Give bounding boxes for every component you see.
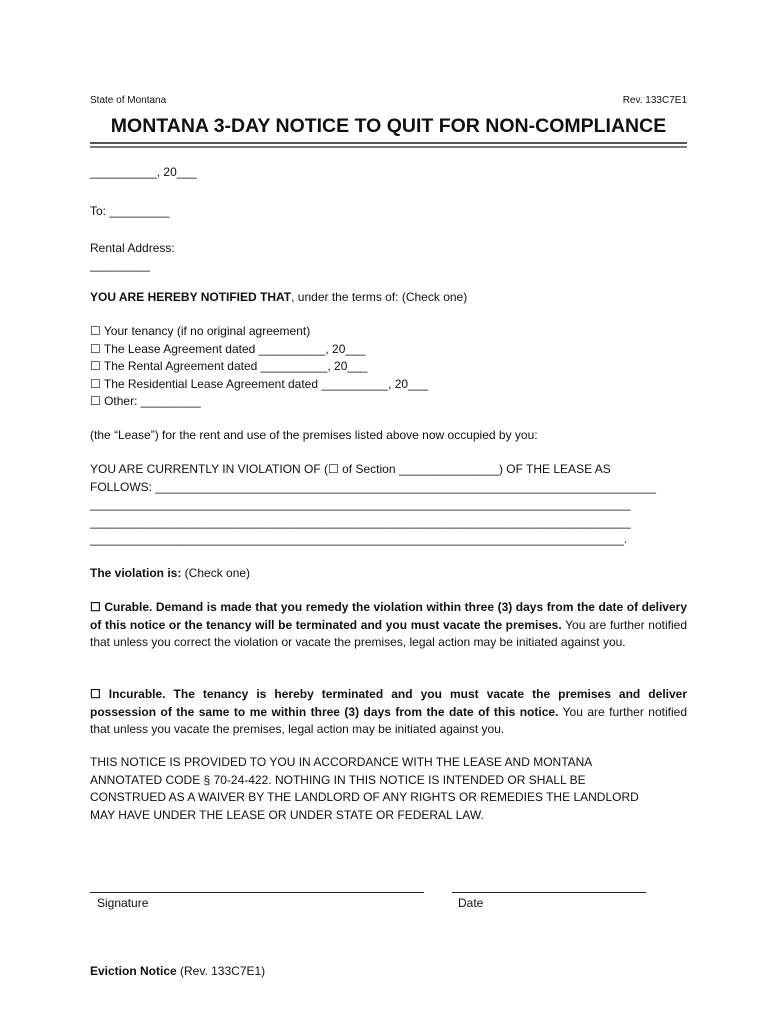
option-lease-agreement[interactable]: ☐ The Lease Agreement dated __________, 20___ xyxy=(90,342,366,356)
document-page xyxy=(90,0,687,1024)
footer-rest: (Rev. 133C7E1) xyxy=(176,964,266,978)
title-rule-top xyxy=(90,142,687,144)
option-rental-agreement[interactable]: ☐ The Rental Agreement dated __________, 20___ xyxy=(90,359,368,373)
date-line: __________, 20___ xyxy=(90,165,197,179)
title-rule-bottom xyxy=(90,146,687,148)
curable-rest: You are further notified that unless you correct the violation or vacate the premises, legal action may be initiated against you. xyxy=(90,617,688,649)
violation-line-4: _________________________________________________________________________________ xyxy=(90,515,631,529)
lease-sentence: (the “Lease”) for the rent and use of the premises listed above now occupied by you: xyxy=(90,428,538,442)
document-title: MONTANA 3-DAY NOTICE TO QUIT FOR NON-COMPLIANCE xyxy=(110,115,667,137)
violation-is-bold: The violation is: xyxy=(90,566,182,580)
legal-notice: THIS NOTICE IS PROVIDED TO YOU IN ACCORDANCE WITH THE LEASE AND MONTANA ANNOTATED CODE § 70-24-422. NOTHING IN THIS NOTICE IS INTENDED OR SHALL BE CONSTRUED AS A WAIVER BY THE LANDLORD OF ANY RIGHTS OR REMEDIES THE LANDLORD MAY HAVE UNDER THE LEASE OR UNDER STATE OR FEDERAL LAW. xyxy=(90,755,639,822)
signature-label: Signature xyxy=(97,896,149,910)
violation-line-1: YOU ARE CURRENTLY IN VIOLATION OF (☐ of Section _______________) OF THE LEASE AS xyxy=(90,462,611,476)
curable-bold: ☐ Curable. Demand is made that you remedy the violation within three (3) days from the date of delivery of this notice or the tenancy will be terminated and you must vacate the premises. xyxy=(90,600,687,632)
notified-bold: YOU ARE HEREBY NOTIFIED THAT xyxy=(90,290,292,304)
curable-option[interactable] xyxy=(90,599,687,652)
violation-is-rest: (Check one) xyxy=(181,566,251,580)
notified-rest: , under the terms of: (Check one) xyxy=(291,290,468,304)
incurable-rest: You are further notified that unless you vacate the premises, legal action may be initiated against you. xyxy=(90,704,687,736)
option-residential-lease[interactable]: ☐ The Residential Lease Agreement dated __________, 20___ xyxy=(90,377,429,391)
footer-bold: Eviction Notice xyxy=(90,964,177,978)
to-line: To: _________ xyxy=(90,204,170,218)
header-state: State of Montana xyxy=(90,95,167,106)
rental-address-label: Rental Address: xyxy=(90,241,175,255)
option-other[interactable]: ☐ Other: _________ xyxy=(90,394,201,408)
signature-line[interactable] xyxy=(90,892,424,893)
violation-line-3: _________________________________________________________________________________ xyxy=(90,497,631,511)
incurable-option[interactable] xyxy=(90,686,687,739)
notified-sentence xyxy=(90,289,687,307)
date-signature-line[interactable] xyxy=(452,892,646,893)
violation-line-5: ________________________________________________________________________________. xyxy=(90,532,628,546)
incurable-bold: ☐ Incurable. The tenancy is hereby terminated and you must vacate the premises and deliver possession of the same to me within three (3) days from the date of this notice. xyxy=(90,687,687,719)
violation-line-2: FOLLOWS: ___________________________________________________________________________ xyxy=(90,480,656,494)
rental-address-value: _________ xyxy=(90,258,151,272)
option-your-tenancy[interactable]: ☐ Your tenancy (if no original agreement) xyxy=(90,324,311,338)
date-label: Date xyxy=(458,896,484,910)
violation-is-line xyxy=(90,565,687,583)
footer xyxy=(90,964,265,978)
header-revision: Rev. 133C7E1 xyxy=(622,95,687,106)
